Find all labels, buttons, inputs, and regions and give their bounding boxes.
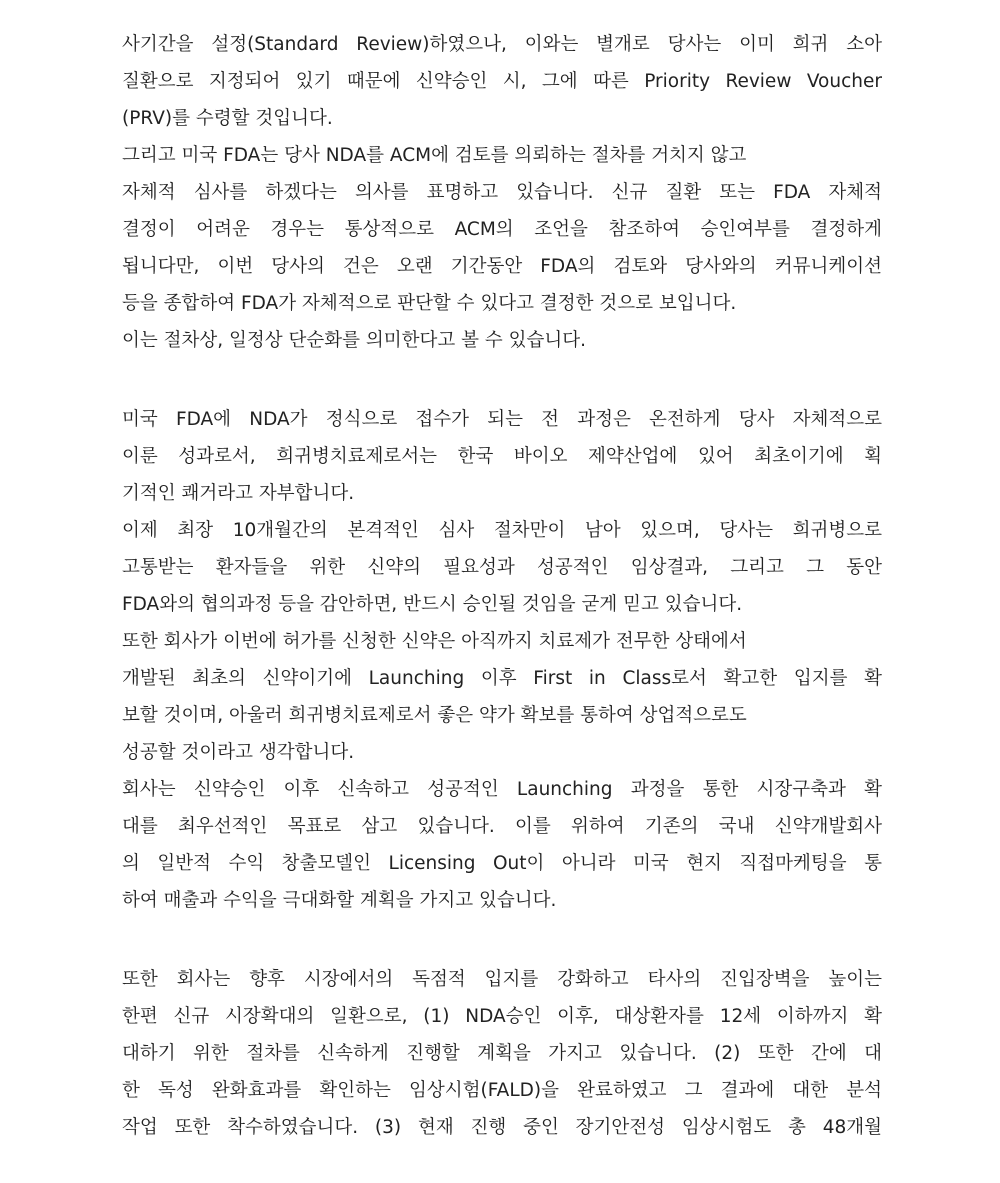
paragraph — [122, 771, 882, 919]
text-line: 그리고 미국 FDA는 당사 NDA를 ACM에 검토를 의뢰하는 절차를 거치지 않고 — [122, 145, 747, 166]
text-line: 또한 회사가 이번에 허가를 신청한 신약은 아직까지 치료제가 전무한 상태에서 — [122, 631, 747, 652]
text-line: 이룬 성과로서, 희귀병치료제로서는 한국 바이오 제약산업에 있어 최초이기에 획 — [122, 446, 882, 467]
text-line: 질환으로 지정되어 있기 때문에 신약승인 시, 그에 따른 Priority Review Voucher — [122, 71, 882, 92]
text-line: FDA와의 협의과정 등을 감안하면, 반드시 승인될 것임을 굳게 믿고 있습니다. — [122, 594, 743, 615]
text-line: 결정이 어려운 경우는 통상적으로 ACM의 조언을 참조하여 승인여부를 결정하게 — [122, 219, 882, 240]
text-line: 하여 매출과 수익을 극대화할 계획을 가지고 있습니다. — [122, 890, 557, 911]
text-line: 사기간을 설정(Standard Review)하였으나, 이와는 별개로 당사는 이미 희귀 소아 — [122, 34, 882, 55]
paragraph — [122, 401, 882, 512]
document-body — [122, 26, 882, 1146]
text-line: 한 독성 완화효과를 확인하는 임상시험(FALD)을 완료하였고 그 결과에 대한 분석 — [122, 1080, 882, 1101]
paragraph — [122, 26, 882, 137]
text-line: 보할 것이며, 아울러 희귀병치료제로서 좋은 약가 확보를 통하여 상업적으로도 — [122, 705, 747, 726]
paragraph-spacer — [122, 359, 882, 401]
paragraph — [122, 322, 882, 359]
text-line: 고통받는 환자들을 위한 신약의 필요성과 성공적인 임상결과, 그리고 그 동안 — [122, 557, 882, 578]
text-line: 회사는 신약승인 이후 신속하고 성공적인 Launching 과정을 통한 시장구축과 확 — [122, 779, 882, 800]
text-line: 개발된 최초의 신약이기에 Launching 이후 First in Class로서 확고한 입지를 확 — [122, 668, 882, 689]
paragraph — [122, 623, 882, 771]
text-line: (PRV)를 수령할 것입니다. — [122, 108, 333, 129]
text-line: 성공할 것이라고 생각합니다. — [122, 742, 355, 763]
text-line: 이는 절차상, 일정상 단순화를 의미한다고 볼 수 있습니다. — [122, 330, 586, 351]
text-line: 이제 최장 10개월간의 본격적인 심사 절차만이 남아 있으며, 당사는 희귀병으로 — [122, 520, 882, 541]
paragraph — [122, 137, 882, 322]
text-line: 대하기 위한 절차를 신속하게 진행할 계획을 가지고 있습니다. (2) 또한 간에 대 — [122, 1043, 882, 1064]
text-line: 작업 또한 착수하였습니다. (3) 현재 진행 중인 장기안전성 임상시험도 총 48개월 — [122, 1117, 882, 1138]
text-line: 의 일반적 수익 창출모델인 Licensing Out이 아니라 미국 현지 직접마케팅을 통 — [122, 853, 882, 874]
paragraph — [122, 961, 882, 1146]
paragraph — [122, 512, 882, 623]
text-line: 기적인 쾌거라고 자부합니다. — [122, 483, 355, 504]
paragraph-spacer — [122, 919, 882, 961]
text-line: 또한 회사는 향후 시장에서의 독점적 입지를 강화하고 타사의 진입장벽을 높이는 — [122, 969, 882, 990]
text-line: 등을 종합하여 FDA가 자체적으로 판단할 수 있다고 결정한 것으로 보입니다. — [122, 293, 737, 314]
text-line: 한편 신규 시장확대의 일환으로, (1) NDA승인 이후, 대상환자를 12세 이하까지 확 — [122, 1006, 882, 1027]
text-line: 대를 최우선적인 목표로 삼고 있습니다. 이를 위하여 기존의 국내 신약개발회사 — [122, 816, 882, 837]
text-line: 미국 FDA에 NDA가 정식으로 접수가 되는 전 과정은 온전하게 당사 자체적으로 — [122, 409, 883, 430]
text-line: 자체적 심사를 하겠다는 의사를 표명하고 있습니다. 신규 질환 또는 FDA 자체적 — [122, 182, 882, 203]
text-line: 됩니다만, 이번 당사의 건은 오랜 기간동안 FDA의 검토와 당사와의 커뮤니케이션 — [122, 256, 882, 277]
